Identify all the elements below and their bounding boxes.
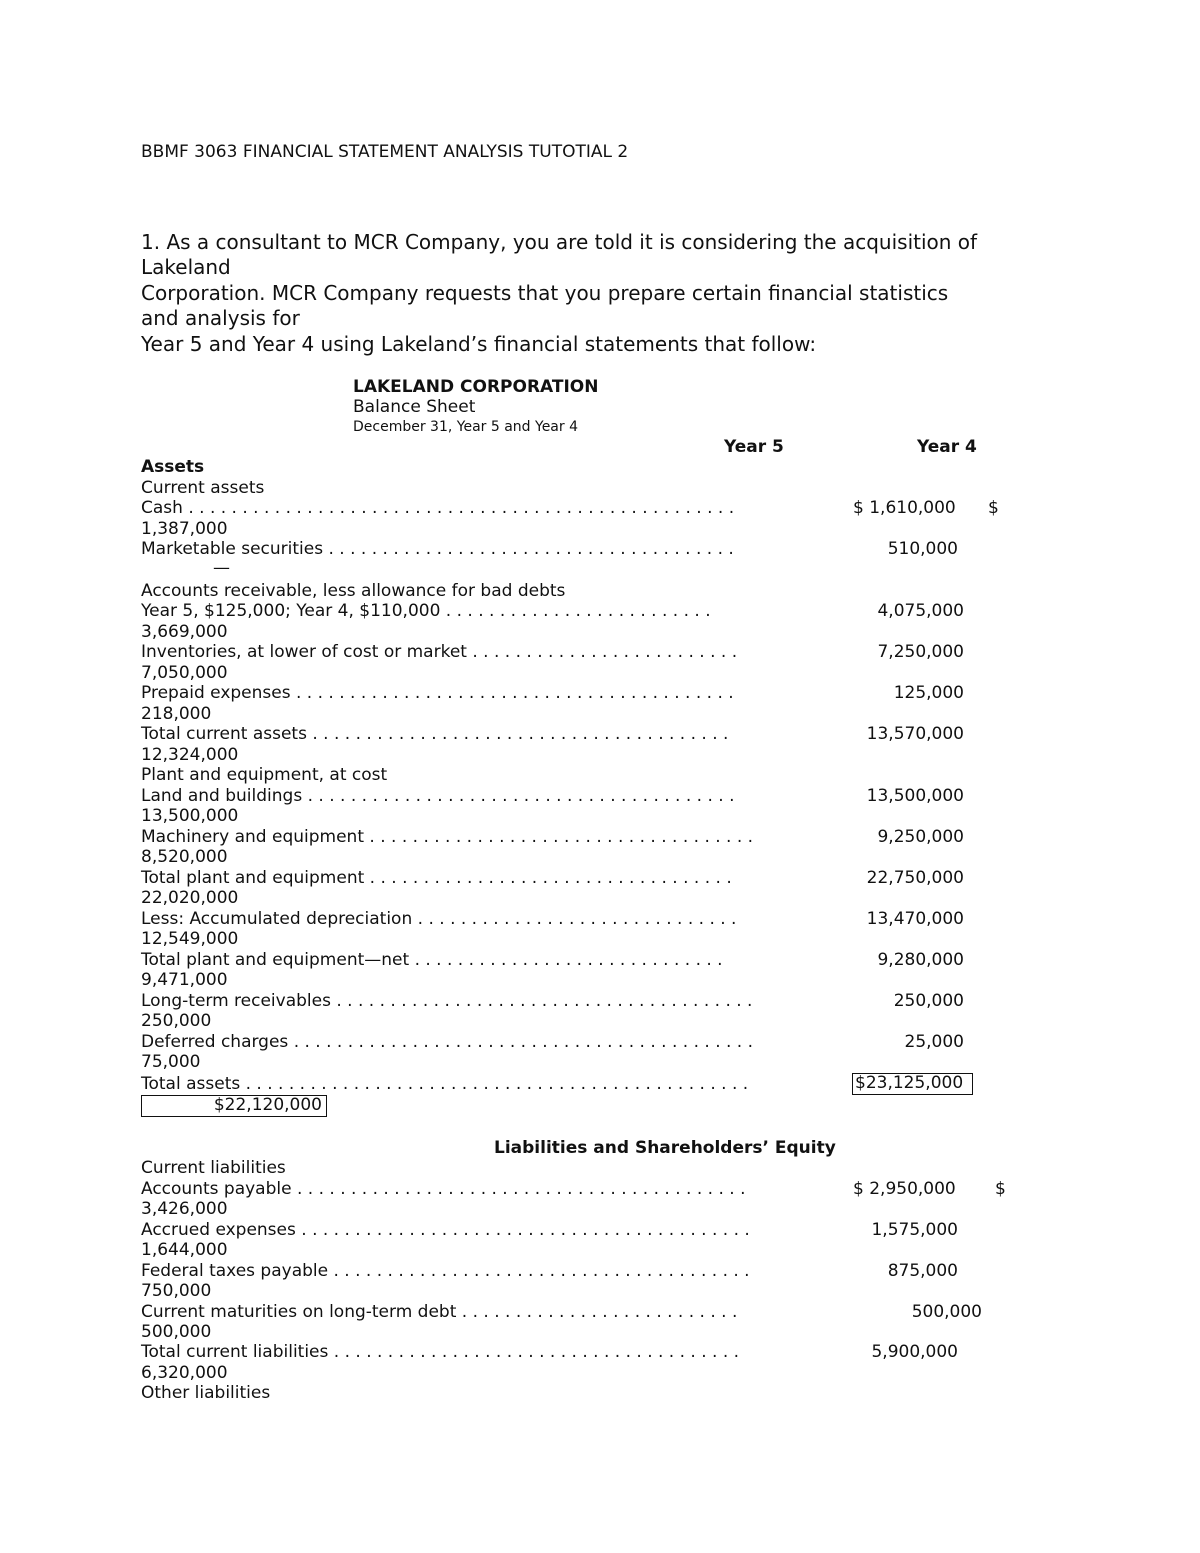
row-y5-plant-equipment-net: 9,280,000 (877, 950, 964, 970)
row-label-long-term-receivables: Long-term receivables . . . . . . . . . . . . . . . . . . . . . . . . . . . . . . . . . . . . . . . (141, 991, 753, 1011)
column-header-year5: Year 5 (724, 437, 784, 457)
other-liabilities-heading: Other liabilities (141, 1383, 271, 1403)
row-label-machinery-equipment: Machinery and equipment . . . . . . . . . . . . . . . . . . . . . . . . . . . . . . . . . . . . (141, 827, 754, 847)
row-label-cash: Cash . . . . . . . . . . . . . . . . . . . . . . . . . . . . . . . . . . . . . . . . . . . . . . . . . . . (141, 498, 735, 518)
row-y4-total-current-liabilities: 6,320,000 (141, 1363, 228, 1383)
current-assets-heading: Current assets (141, 478, 265, 498)
row-y4-total-assets-box (141, 1095, 327, 1117)
row-label-total-current-liabilities: Total current liabilities . . . . . . . . . . . . . . . . . . . . . . . . . . . . . . . . . . . . . . (141, 1342, 740, 1362)
row-y4-long-term-receivables: 250,000 (141, 1011, 212, 1031)
row-y5-total-plant-equipment: 22,750,000 (866, 868, 964, 888)
row-y5-prepaid-expenses: 125,000 (893, 683, 964, 703)
row-label-marketable-securities: Marketable securities . . . . . . . . . . . . . . . . . . . . . . . . . . . . . . . . . . . . . . (141, 539, 734, 559)
row-y4-plant-equipment-net: 9,471,000 (141, 970, 228, 990)
row-y5-current-maturities: 500,000 (911, 1302, 982, 1322)
row-label-total-plant-equipment: Total plant and equipment . . . . . . . . . . . . . . . . . . . . . . . . . . . . . . . . . . (141, 868, 732, 888)
liabilities-heading: Liabilities and Shareholders’ Equity (494, 1138, 836, 1158)
row-label-land-buildings: Land and buildings . . . . . . . . . . . . . . . . . . . . . . . . . . . . . . . . . . . . . . . . (141, 786, 735, 806)
row-y5-inventories: 7,250,000 (877, 642, 964, 662)
row-y5-federal-taxes-payable: 875,000 (887, 1261, 958, 1281)
row-y4-cash: 1,387,000 (141, 519, 228, 539)
statement-date: December 31, Year 5 and Year 4 (353, 419, 578, 435)
row-y4-federal-taxes-payable: 750,000 (141, 1281, 212, 1301)
row-y5-total-current-assets: 13,570,000 (866, 724, 964, 744)
row-y4-accounts-receivable: 3,669,000 (141, 622, 228, 642)
row-y5-machinery-equipment: 9,250,000 (877, 827, 964, 847)
plant-heading: Plant and equipment, at cost (141, 765, 388, 785)
row-y5-total-current-liabilities: 5,900,000 (871, 1342, 958, 1362)
row-label-accounts-receivable: Accounts receivable, less allowance for bad debts (141, 581, 566, 601)
row-y4-total-assets: $22,120,000 (213, 1095, 322, 1115)
row-y4-current-maturities: 500,000 (141, 1322, 212, 1342)
row-y4-accrued-expenses: 1,644,000 (141, 1240, 228, 1260)
row-y4-prefix-cash: $ (988, 498, 999, 518)
row-y5-total-assets: $23,125,000 (852, 1073, 973, 1095)
row-y4-marketable-securities: — (213, 558, 230, 578)
row-label-prepaid-expenses: Prepaid expenses . . . . . . . . . . . . . . . . . . . . . . . . . . . . . . . . . . . . . . . . . (141, 683, 734, 703)
row-y5-long-term-receivables: 250,000 (893, 991, 964, 1011)
column-header-year4: Year 4 (917, 437, 977, 457)
row-y4-land-buildings: 13,500,000 (141, 806, 239, 826)
row-label-current-maturities: Current maturities on long-term debt . . . . . . . . . . . . . . . . . . . . . . . . . . (141, 1302, 738, 1322)
row-y4-inventories: 7,050,000 (141, 663, 228, 683)
question-line-4: and analysis for (141, 306, 300, 330)
row-y5-cash: $ 1,610,000 (853, 498, 956, 518)
row-label-allowance-detail: Year 5, $125,000; Year 4, $110,000 . . . . . . . . . . . . . . . . . . . . . . . . . (141, 601, 711, 621)
row-label-accrued-expenses: Accrued expenses . . . . . . . . . . . . . . . . . . . . . . . . . . . . . . . . . . . . . . . . . . (141, 1220, 750, 1240)
row-y4-total-plant-equipment: 22,020,000 (141, 888, 239, 908)
row-label-federal-taxes-payable: Federal taxes payable . . . . . . . . . . . . . . . . . . . . . . . . . . . . . . . . . . . . . . . (141, 1261, 750, 1281)
row-label-deferred-charges: Deferred charges . . . . . . . . . . . . . . . . . . . . . . . . . . . . . . . . . . . . . . . . . . . (141, 1032, 754, 1052)
row-y4-accounts-payable: 3,426,000 (141, 1199, 228, 1219)
row-y5-accounts-receivable: 4,075,000 (877, 601, 964, 621)
row-y5-marketable-securities: 510,000 (887, 539, 958, 559)
company-name: LAKELAND CORPORATION (353, 377, 599, 397)
current-liabilities-heading: Current liabilities (141, 1158, 286, 1178)
statement-name: Balance Sheet (353, 397, 476, 417)
row-y5-accumulated-depreciation: 13,470,000 (866, 909, 964, 929)
question-line-3: Corporation. MCR Company requests that you prepare certain financial statistics (141, 281, 949, 305)
row-y4-deferred-charges: 75,000 (141, 1052, 201, 1072)
question-line-5: Year 5 and Year 4 using Lakeland’s financial statements that follow: (141, 332, 817, 356)
row-y4-accumulated-depreciation: 12,549,000 (141, 929, 239, 949)
row-y4-prepaid-expenses: 218,000 (141, 704, 212, 724)
row-y5-accrued-expenses: 1,575,000 (871, 1220, 958, 1240)
question-line-1: 1. As a consultant to MCR Company, you are told it is considering the acquisition of (141, 230, 978, 254)
row-y5-land-buildings: 13,500,000 (866, 786, 964, 806)
row-label-total-current-assets: Total current assets . . . . . . . . . . . . . . . . . . . . . . . . . . . . . . . . . . . . . . . (141, 724, 729, 744)
row-label-accounts-payable: Accounts payable . . . . . . . . . . . . . . . . . . . . . . . . . . . . . . . . . . . . . . . . . . (141, 1179, 746, 1199)
row-label-total-assets: Total assets . . . . . . . . . . . . . . . . . . . . . . . . . . . . . . . . . . . . . . . . . . . . . . . (141, 1074, 749, 1094)
document-header: BBMF 3063 FINANCIAL STATEMENT ANALYSIS TUTOTIAL 2 (141, 142, 629, 162)
row-y4-machinery-equipment: 8,520,000 (141, 847, 228, 867)
row-y4-prefix-accounts-payable: $ (995, 1179, 1006, 1199)
assets-heading: Assets (141, 457, 205, 477)
row-label-plant-equipment-net: Total plant and equipment—net . . . . . . . . . . . . . . . . . . . . . . . . . . . . . (141, 950, 723, 970)
row-y4-total-current-assets: 12,324,000 (141, 745, 239, 765)
row-label-accumulated-depreciation: Less: Accumulated depreciation . . . . . . . . . . . . . . . . . . . . . . . . . . . . . . (141, 909, 737, 929)
row-y5-deferred-charges: 25,000 (904, 1032, 964, 1052)
row-label-inventories: Inventories, at lower of cost or market . . . . . . . . . . . . . . . . . . . . . . . . . (141, 642, 738, 662)
question-line-2: Lakeland (141, 255, 231, 279)
row-y5-accounts-payable: $ 2,950,000 (853, 1179, 956, 1199)
